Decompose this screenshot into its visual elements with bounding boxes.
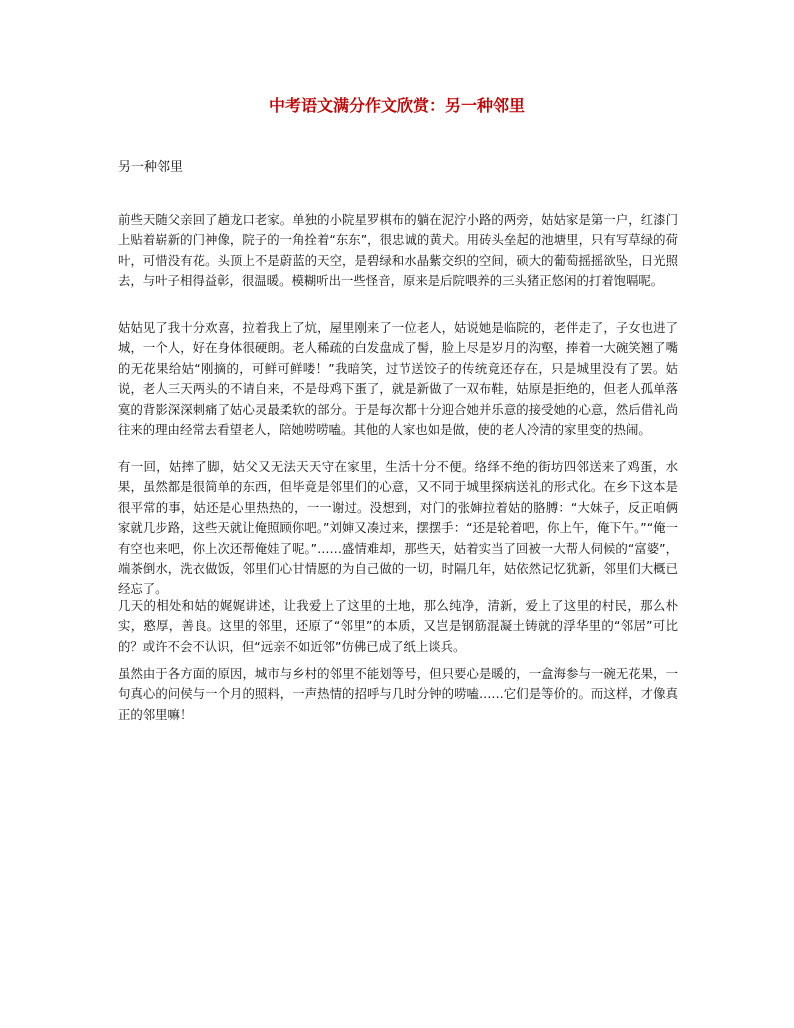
paragraph-2: 姑姑见了我十分欢喜，拉着我上了炕，屋里刚来了一位老人，姑说她是临院的，老伴走了，子女也进了城，一个人，好在身体很硬朗。老人稀疏的白发盘成了髻，脸上尽是岁月的沟壑，捧着一大碗笑翘了嘴的无花果给姑“刚摘的，可鲜可鲜喽！”我暗笑，过节送饺子的传统竟还存在，只是城里没有了罢。姑说，老人三天两头的不请自来，不是母鸡下蛋了，就是新做了一双布鞋，姑原是拒绝的，但老人孤单落寞的背影深深刺痛了姑心灵最柔软的部分。于是每次都十分迎合她并乐意的接受她的心意，然后借礼尚往来的理由经常去看望老人，陪她唠唠嗑。其他的人家也如是做，使的老人冷清的家里变的热闹。: [118, 320, 678, 438]
paragraph-1: 前些天随父亲回了趟龙口老家。单独的小院星罗棋布的躺在泥泞小路的两旁，姑姑家是第一户，红漆门上贴着崭新的门神像，院子的一角拴着“东东”，很忠诚的黄犬。用砖头垒起的池塘里，只有写草绿的荷叶，可惜没有花。头顶上不是蔚蓝的天空，是碧绿和水晶紫交织的空间，硕大的葡萄摇摇欲坠，日光照去，与叶子相得益彰，很温暖。模糊听出一些怪音，原来是后院喂养的三头猪正悠闲的打着饱嗝呢。: [118, 212, 678, 289]
paragraph-4: 几天的相处和姑的娓娓讲述，让我爱上了这里的土地，那么纯净，清新，爱上了这里的村民，那么朴实，憨厚，善良。这里的邻里，还原了“邻里”的本质，又岂是钢筋混凝土铸就的浮华里的“邻居”可比的？或许不会不认识，但“远亲不如近邻”仿佛已成了纸上谈兵。: [118, 598, 678, 654]
essay-subtitle: 另一种邻里: [118, 160, 184, 175]
paragraph-3: 有一回，姑摔了脚，姑父又无法天天守在家里，生活十分不便。络绎不绝的街坊四邻送来了鸡蛋，水果，虽然都是很简单的东西，但毕竟是邻里们的心意，又不同于城里探病送礼的形式化。在乡下这本是很平常的事，姑还是心里热热的，一一谢过。没想到，对门的张婶拉着姑的胳膊：“大妹子，反正咱俩家就几步路，这些天就让俺照顾你吧。”刘婶又凑过来，摆摆手：“还是轮着吧，你上午，俺下午。”“俺一有空也来吧，你上次还帮俺娃了呢。”……盛情难却，那些天，姑着实当了回被一大帮人伺候的“富婆”，端茶倒水，洗衣做饭，邻里们心甘情愿的为自己做的一切，时隔几年，姑依然记忆犹新，邻里们大概已经忘了。: [118, 459, 678, 597]
paragraph-5: 虽然由于各方面的原因，城市与乡村的邻里不能划等号，但只要心是暖的，一盒海参与一碗无花果，一句真心的问侯与一个月的照料，一声热情的招呼与几时分钟的唠嗑……它们是等价的。而这样，才像真正的邻里嘛！: [118, 666, 678, 722]
document-title: 中考语文满分作文欣赏：另一种邻里: [268, 96, 525, 115]
